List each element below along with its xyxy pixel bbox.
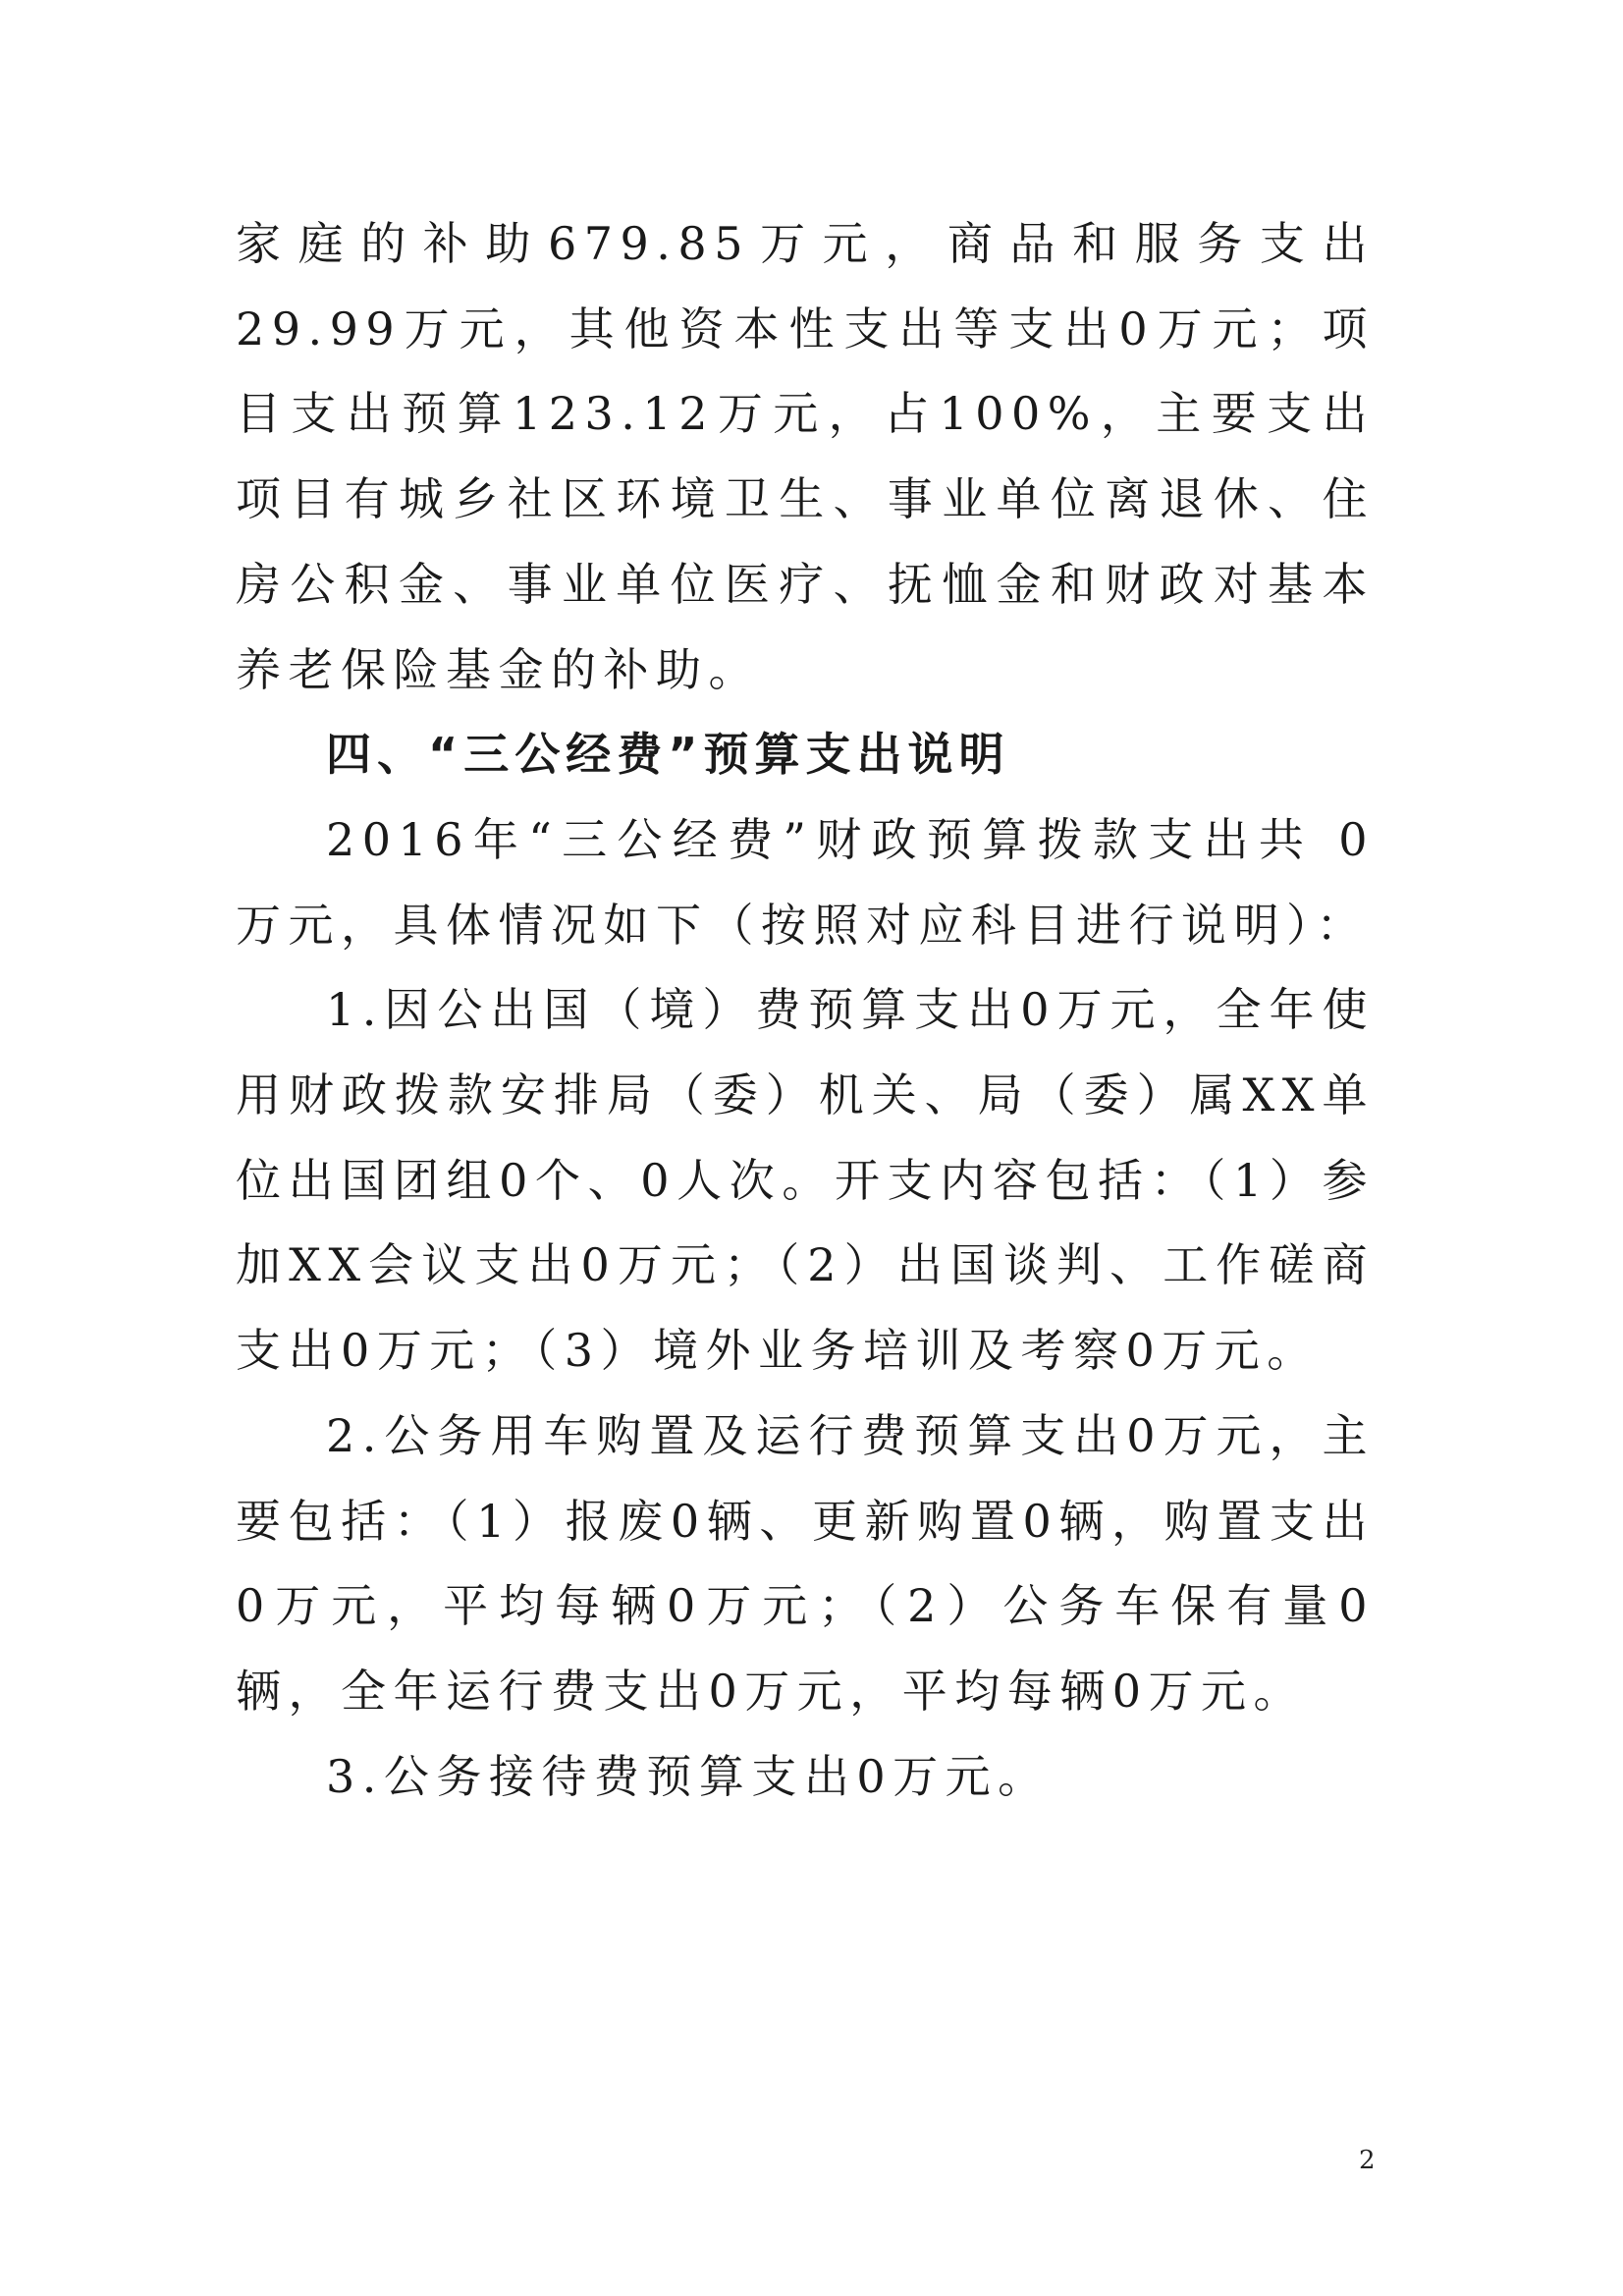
- paragraph-three-public-total: 2016年“三公经费”财政预算拨款支出共 0万元，具体情况如下（按照对应科目进行说明）：: [236, 812, 1375, 952]
- paragraph-official-vehicles: 2.公务用车购置及运行费预算支出0万元，主要包括：（1）报废0辆、更新购置0辆，购置支出0万元，平均每辆0万元；（2）公务车保有量0辆，全年运行费支出0万元，平均每辆0万元。: [236, 1408, 1375, 1718]
- paragraph-expenditure-detail: 家庭的补助679.85万元，商品和服务支出29.99万元，其他资本性支出等支出0万元；项目支出预算123.12万元，占100%，主要支出项目有城乡社区环境卫生、事业单位离退休、住房公积金、事业单位医疗、抚恤金和财政对基本养老保险基金的补助。: [236, 217, 1375, 696]
- page-number: 2: [1359, 2146, 1376, 2175]
- document-body: [236, 201, 1375, 1819]
- section-heading-three-public-expenses: 四、“三公经费”预算支出说明: [326, 728, 1010, 782]
- paragraph-overseas-travel: 1.因公出国（境）费预算支出0万元，全年使用财政拨款安排局（委）机关、局（委）属XX单位出国团组0个、0人次。开支内容包括：（1）参加XX会议支出0万元；（2）出国谈判、工作磋商支出0万元；（3）境外业务培训及考察0万元。: [236, 983, 1375, 1378]
- paragraph-official-reception: 3.公务接待费预算支出0万元。: [326, 1749, 1051, 1803]
